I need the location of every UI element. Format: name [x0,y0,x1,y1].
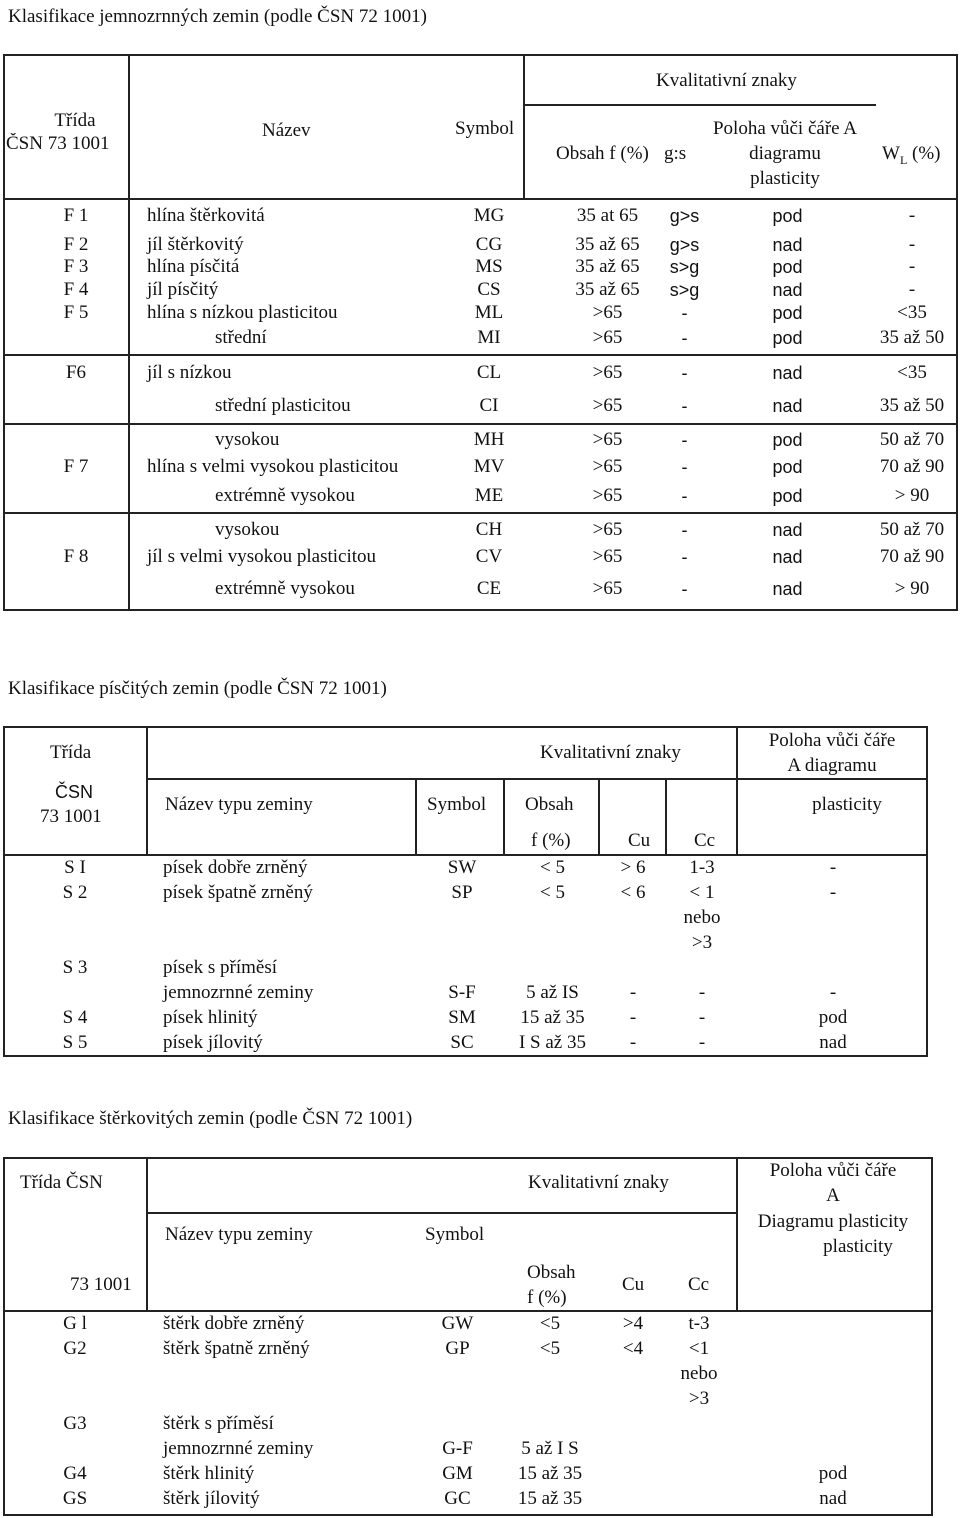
t1-cell-symbol: CV [475,546,503,567]
t1-cell-symbol: ME [474,485,504,506]
t2-cell-trida: S 4 [62,1007,88,1028]
table1-rule-f8 [3,512,958,514]
t3-cell-obsah: <5 [539,1338,561,1359]
t1-cell-symbol: CE [476,578,502,599]
t1-cell-nazev: extrémně vysokou [215,578,355,599]
t1-cell-symbol: CH [475,519,503,540]
t1-header-poloha-2: diagramu [749,143,821,164]
t3-header-trida: Třída ČSN [20,1172,103,1193]
t2-cell-poloha: - [829,857,837,878]
t1-cell-poloha: nad [772,280,803,300]
t1-cell-obsah: >65 [592,302,623,323]
t1-cell-trida: F 8 [63,546,89,567]
t1-cell-obsah: 35 at 65 [576,205,639,226]
t3-cell-poloha: pod [818,1463,848,1484]
t1-cell-gs: g>s [669,206,700,226]
t2-header-cu: Cu [628,830,651,851]
t1-cell-nazev: střední [215,327,267,348]
t3-cell-nazev: štěrk jílovitý [163,1488,260,1509]
t1-cell-gs: - [681,547,688,567]
t3-cell-obsah: <5 [539,1313,561,1334]
t3-cell-cu: <4 [622,1338,644,1359]
t2-header-trida: Třída [50,742,92,763]
table2-col-rule [665,778,667,856]
t2-header-poloha-1: Poloha vůči čáře [768,730,896,751]
t1-cell-nazev: jíl štěrkovitý [147,234,244,255]
t1-cell-gs: s>g [669,280,700,300]
t1-header-gs: g:s [664,143,687,164]
t2-cell-obsah: < 5 [540,882,565,903]
t1-cell-trida: F6 [65,362,87,383]
t1-cell-gs: - [681,486,688,506]
t3-header-poloha-2: A [826,1185,840,1206]
t1-cell-nazev: jíl s velmi vysokou plasticitou [147,546,377,567]
table2-header-rule [3,854,928,856]
table1-caption: Klasifikace jemnozrnných zemin (podle ČSN 72 1001) [8,6,427,27]
t2-cell-obsah: 15 až 35 [520,1007,585,1028]
t2-cell-poloha: nad [819,1032,847,1053]
t1-cell-wl: 35 až 50 [879,395,945,416]
t1-cell-poloha: pod [772,430,803,450]
t1-cell-gs: - [681,363,688,383]
t2-cell-nazev: písek dobře zrněný [163,857,308,878]
t3-cell-symbol: GP [445,1338,470,1359]
t2-cell-cu: - [629,982,637,1003]
t1-cell-symbol: ML [474,302,504,323]
t3-cell-obsah: 15 až 35 [517,1488,583,1509]
t3-cell-nazev: štěrk s příměsí [163,1413,274,1434]
table1-border-left [3,54,5,611]
t2-cell-cc: < 1 [689,882,715,903]
t1-cell-trida: F 7 [63,456,89,477]
t1-header-symbol: Symbol [455,118,515,139]
t3-cell-trida: G2 [63,1338,87,1359]
t1-cell-nazev: hlína písčitá [147,256,240,277]
t1-cell-wl: 70 až 90 [879,546,945,567]
t1-cell-symbol: CL [476,362,502,383]
t2-cell-trida: S I [64,857,86,878]
t1-cell-trida: F 5 [63,302,89,323]
table2-subheader-rule [146,778,928,780]
t1-cell-symbol: CS [477,279,501,300]
t2-header-symbol: Symbol [427,794,487,815]
t2-header-poloha-2: A diagramu [787,755,877,776]
t1-cell-wl: - [908,234,916,255]
table1-header-rule [3,198,958,200]
wl-subscript: L [899,152,908,167]
t3-cell-symbol: G-F [442,1438,473,1459]
t3-cell-nazev: štěrk dobře zrněný [163,1313,305,1334]
t1-header-csn: ČSN 73 1001 [6,133,110,153]
t1-cell-gs: - [681,457,688,477]
t1-cell-wl: > 90 [894,578,930,599]
t1-cell-nazev: hlína s nízkou plasticitou [147,302,338,323]
t3-cell-trida: G3 [63,1413,87,1434]
t1-cell-gs: s>g [669,257,700,277]
t1-cell-nazev: jíl písčitý [147,279,219,300]
t1-cell-trida: F 1 [63,205,89,226]
t2-cell-poloha: pod [818,1007,848,1028]
t3-cell-obsah: 15 až 35 [517,1463,583,1484]
t2-cell-obsah: I S až 35 [518,1032,586,1053]
t1-cell-obsah: >65 [592,362,623,383]
t2-header-csn: ČSN [55,782,94,802]
t2-cell-cu: - [629,1007,637,1028]
table2-border-left [3,726,5,1057]
t2-cell-symbol: SM [448,1007,476,1028]
t1-cell-wl: - [908,256,916,277]
t1-header-kvalitativni: Kvalitativní znaky [656,70,797,91]
t2-header-plasticity: plasticity [812,794,882,815]
t3-header-symbol: Symbol [425,1224,485,1245]
t1-header-nazev: Název [262,120,311,141]
t3-header-poloha-1: Poloha vůči čáře [769,1160,897,1181]
t2-cell-cc: 1-3 [689,857,715,878]
t1-cell-poloha: nad [772,235,803,255]
table1-rule-f6 [3,354,958,356]
t1-cell-gs: - [681,579,688,599]
table2-caption: Klasifikace písčitých zemin (podle ČSN 72 1001) [8,678,387,699]
t1-cell-poloha: pod [772,257,803,277]
t1-cell-poloha: pod [772,206,803,226]
t2-cell-cu: < 6 [620,882,646,903]
t1-cell-symbol: CI [479,395,499,416]
t2-cell-cc: - [698,1007,706,1028]
t2-cell-symbol: S-F [448,982,476,1003]
t3-header-obsah-1: Obsah [527,1262,576,1283]
t1-cell-obsah: >65 [592,456,623,477]
t3-cell-trida: G4 [63,1463,87,1484]
table3-border-left [3,1157,5,1516]
t2-cell-nazev: písek špatně zrněný [163,882,313,903]
t3-cell-poloha: nad [819,1488,847,1509]
t1-cell-obsah: >65 [592,578,623,599]
t1-cell-wl: <35 [897,302,927,323]
t2-header-cc: Cc [694,830,716,851]
t2-cell-symbol: SP [451,882,473,903]
table3-col-rule [146,1157,148,1312]
t2-cell-cc: - [698,982,706,1003]
t2-header-obsah: Obsah [525,794,574,815]
t2-cell-nazev: písek s příměsí [163,957,277,978]
t1-cell-wl: > 90 [894,485,930,506]
t2-cell-cc: nebo [683,907,721,928]
t2-cell-cc: - [698,1032,706,1053]
t1-cell-poloha: pod [772,457,803,477]
t3-header-obsah-2: f (%) [527,1287,567,1308]
t1-cell-symbol: MI [477,327,501,348]
t3-cell-cu: >4 [622,1313,644,1334]
t3-cell-symbol: GC [444,1488,471,1509]
t2-cell-symbol: SW [447,857,477,878]
t1-cell-gs: - [681,328,688,348]
table1-border-bottom [3,609,958,611]
t2-cell-poloha: - [829,982,837,1003]
t2-cell-symbol: SC [450,1032,474,1053]
t2-header-nazev: Název typu zeminy [165,794,313,815]
table2-col-rule [146,726,148,856]
t2-cell-cc: >3 [691,932,713,953]
t2-cell-nazev: písek jílovitý [163,1032,263,1053]
t3-header-csn-num: 73 1001 [70,1274,132,1295]
t1-cell-nazev: hlína štěrkovitá [147,205,265,226]
t2-cell-nazev: písek hlinitý [163,1007,258,1028]
table3-border-bottom [3,1514,933,1516]
t3-header-kvalitativni: Kvalitativní znaky [528,1172,669,1193]
t3-header-cc: Cc [688,1274,710,1295]
t3-header-poloha-4: plasticity [823,1236,893,1257]
t3-cell-trida: GS [62,1488,88,1509]
wl-symbol: W [882,143,900,164]
t3-cell-cc: <1 [688,1338,710,1359]
t3-cell-symbol: GM [442,1463,473,1484]
t3-header-nazev: Název typu zeminy [165,1224,313,1245]
t1-cell-trida: F 3 [63,256,89,277]
t1-cell-poloha: pod [772,328,803,348]
t3-cell-obsah: 5 až I S [521,1438,579,1459]
t1-cell-poloha: pod [772,303,803,323]
t1-cell-poloha: pod [772,486,803,506]
t3-cell-nazev: jemnozrnné zeminy [163,1438,314,1459]
t1-cell-obsah: >65 [592,327,623,348]
t1-cell-wl: 70 až 90 [879,456,945,477]
t1-cell-nazev: střední plasticitou [215,395,351,416]
t1-cell-trida: F 4 [63,279,89,300]
t1-header-poloha-1: Poloha vůči čáře A [712,118,858,139]
t2-cell-cu: > 6 [620,857,646,878]
table1-subheader-rule [523,104,876,106]
table1-col-rule [523,54,525,200]
t1-cell-obsah: >65 [592,485,623,506]
t1-cell-symbol: MG [473,205,505,226]
t2-cell-trida: S 2 [62,882,88,903]
t1-cell-obsah: >65 [592,546,623,567]
t1-cell-wl: 50 až 70 [879,429,945,450]
t1-cell-obsah: >65 [592,519,623,540]
t3-cell-cc: >3 [688,1388,710,1409]
t1-cell-wl: - [908,279,916,300]
t2-cell-trida: S 5 [62,1032,88,1053]
t2-cell-obsah: < 5 [540,857,565,878]
t1-cell-wl: - [908,205,916,226]
t1-cell-gs: - [681,520,688,540]
t2-cell-trida: S 3 [62,957,88,978]
t3-cell-cc: t-3 [688,1313,710,1334]
table2-col-rule [598,778,600,856]
t1-cell-obsah: 35 až 65 [575,279,640,300]
table1-col-rule [128,54,130,611]
t2-cell-nazev: jemnozrnné zeminy [163,982,314,1003]
t1-cell-nazev: hlína s velmi vysokou plasticitou [147,456,399,477]
t1-cell-nazev: jíl s nízkou [147,362,232,383]
t1-cell-gs: - [681,303,688,323]
table2-border-bottom [3,1055,928,1057]
t1-cell-obsah: >65 [592,395,623,416]
t3-cell-nazev: štěrk hlinitý [163,1463,255,1484]
t1-cell-poloha: nad [772,396,803,416]
t2-header-kvalitativni: Kvalitativní znaky [540,742,681,763]
t1-cell-wl: 50 až 70 [879,519,945,540]
t1-cell-obsah: 35 až 65 [575,234,640,255]
t1-cell-poloha: nad [772,363,803,383]
t2-cell-poloha: - [829,882,837,903]
t1-cell-wl: <35 [897,362,927,383]
table1-rule-f7 [3,423,958,425]
t3-cell-nazev: štěrk špatně zrněný [163,1338,310,1359]
t1-cell-nazev: extrémně vysokou [215,485,355,506]
t1-cell-nazev: vysokou [215,519,280,540]
table2-border-top [3,726,928,728]
table3-subheader-rule [146,1212,736,1214]
t1-cell-symbol: MS [475,256,503,277]
table3-border-top [3,1157,933,1159]
t1-header-wl [882,143,941,171]
t1-cell-gs: g>s [669,235,700,255]
t1-cell-obsah: 35 až 65 [575,256,640,277]
t1-cell-obsah: >65 [592,429,623,450]
t3-cell-trida: G l [63,1313,87,1334]
t2-cell-cu: - [629,1032,637,1053]
t1-cell-gs: - [681,396,688,416]
t1-header-trida: Třída [54,110,96,131]
t2-header-csn-num: 73 1001 [40,806,102,827]
t1-cell-nazev: vysokou [215,429,280,450]
t1-cell-symbol: CG [475,234,503,255]
t1-header-poloha-3: plasticity [750,168,820,189]
t3-header-cu: Cu [622,1274,645,1295]
wl-unit: (%) [907,143,941,164]
t1-cell-poloha: nad [772,547,803,567]
t1-cell-symbol: MV [473,456,505,477]
t2-header-f: f (%) [531,830,571,851]
t1-cell-poloha: nad [772,520,803,540]
table2-col-rule [415,778,417,856]
table3-caption: Klasifikace štěrkovitých zemin (podle ČSN 72 1001) [8,1108,413,1129]
t1-header-obsah: Obsah f (%) [556,143,649,164]
t1-cell-wl: 35 až 50 [879,327,945,348]
table2-col-rule [503,778,505,856]
t1-cell-gs: - [681,430,688,450]
t2-cell-obsah: 5 až IS [526,982,579,1003]
t1-cell-trida: F 2 [63,234,89,255]
table3-border-right [931,1157,933,1516]
t3-header-poloha-3: Diagramu plasticity [757,1211,909,1232]
t3-cell-symbol: GW [441,1313,474,1334]
t1-cell-symbol: MH [473,429,505,450]
t3-cell-cc: nebo [680,1363,718,1384]
t1-cell-poloha: nad [772,579,803,599]
table1-border-top [3,54,958,56]
table3-header-rule [3,1310,933,1312]
